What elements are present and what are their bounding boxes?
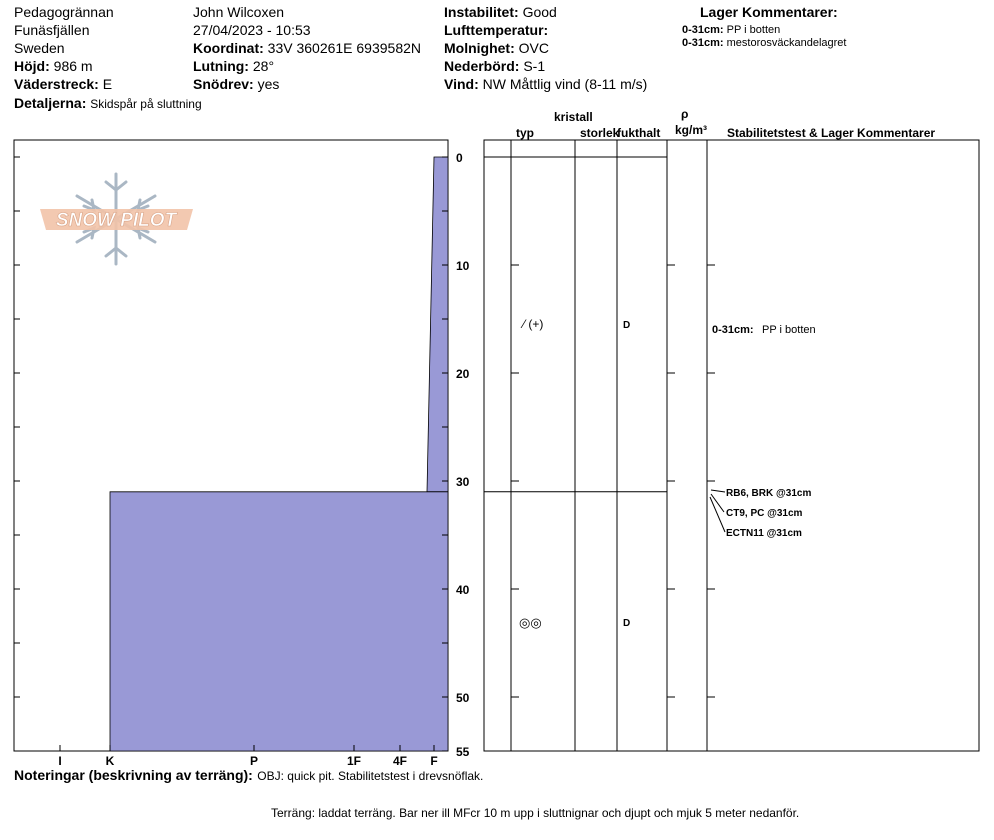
sky-value: OVC [518,40,549,56]
x-tick-label: P [249,754,259,768]
coordinate-value: 33V 360261E 6939582N [267,40,422,56]
wind-value: NW Måttlig vind (8-11 m/s) [482,76,648,92]
x-tick-label: K [105,754,115,768]
layer-2-crystal-type: ◎◎ [519,615,542,630]
col-type: typ [516,126,534,140]
layer-1-moisture: D [623,320,631,331]
y-tick-label: 20 [456,367,470,381]
y-tick-label: 10 [456,259,470,273]
precip-label: Nederbörd: [444,58,520,74]
logo-text: SNOW PILOT [55,210,177,231]
hardness-layer-1 [427,157,448,492]
slope-value: 28° [252,58,275,74]
col-moisture: fukthalt [617,126,661,140]
layer-1-comment: PP i botten [762,324,816,336]
layer-2-moisture: D [623,618,631,629]
layer-comment-1-text: PP i botten [726,24,781,36]
region-name: Funäsfjällen [14,22,90,38]
elevation-label: Höjd: [14,58,50,74]
x-tick-label: I [58,754,62,768]
y-tick-label: 50 [456,691,470,705]
notes-text: OBJ: quick pit. Stabilitetstest i drevsnöflak. [257,769,484,783]
coordinate-label: Koordinat: [193,40,264,56]
details-value: Skidspår på sluttning [90,97,202,111]
observer-name: John Wilcoxen [193,4,285,20]
layer-comment-2-range: 0-31cm: [682,37,724,49]
instability-value: Good [522,4,557,20]
layer-comments-title: Lager Kommentarer: [700,4,838,20]
y-tick-label: 40 [456,583,470,597]
layer-table [484,140,979,751]
col-crystal-group: kristall [554,110,593,124]
location-name: Pedagogrännan [14,4,114,20]
hardness-layer-2 [110,492,448,751]
y-tick-label: 30 [456,475,470,489]
x-tick-label: F [430,754,438,768]
layer-comment-2-text: mestorosväckandelagret [726,37,847,49]
col-stability: Stabilitetstest & Lager Kommentarer [727,126,936,140]
wind-label: Vind: [444,76,479,92]
sky-label: Molnighet: [444,40,515,56]
details-label: Detaljerna: [14,95,87,111]
test-pointers [710,490,725,532]
drift-label: Snödrev: [193,76,254,92]
notes-label: Noteringar (beskrivning av terräng): [14,767,253,783]
y-tick-label: 0 [456,151,463,165]
col-size: storlek [580,126,620,140]
country-name: Sweden [14,40,65,56]
observation-datetime: 27/04/2023 - 10:53 [193,22,311,38]
y-tick-label: 55 [456,745,470,759]
stability-test-3: ECTN11 @31cm [726,528,802,539]
layer-comment-1-range: 0-31cm: [682,24,724,36]
stability-test-2: CT9, PC @31cm [726,508,803,519]
terrain-note: Terräng: laddat terräng. Bar ner ill MFcr 10 m upp i sluttnignar och djupt och mjuk 5 meter nedanför. [271,806,800,820]
aspect-label: Väderstreck: [14,76,99,92]
precip-value: S-1 [523,58,546,74]
col-density-unit: kg/m³ [675,123,708,137]
stability-test-1: RB6, BRK @31cm [726,488,812,499]
airtemp-label: Lufttemperatur: [444,22,549,38]
hardness-area [110,157,448,751]
x-tick-label: 1F [346,754,362,768]
x-tick-label: 4F [392,754,408,768]
drift-value: yes [257,76,280,92]
instability-label: Instabilitet: [444,4,519,20]
notes-field [14,767,483,785]
snowpilot-logo [40,174,193,264]
col-density-symbol: ρ [681,107,689,121]
aspect-value: E [102,76,113,92]
elevation-value: 986 m [53,58,93,74]
slope-label: Lutning: [193,58,249,74]
layer-1-comment-range: 0-31cm: [712,324,754,336]
layer-1-crystal-type: ⁄ (+) [523,317,544,331]
